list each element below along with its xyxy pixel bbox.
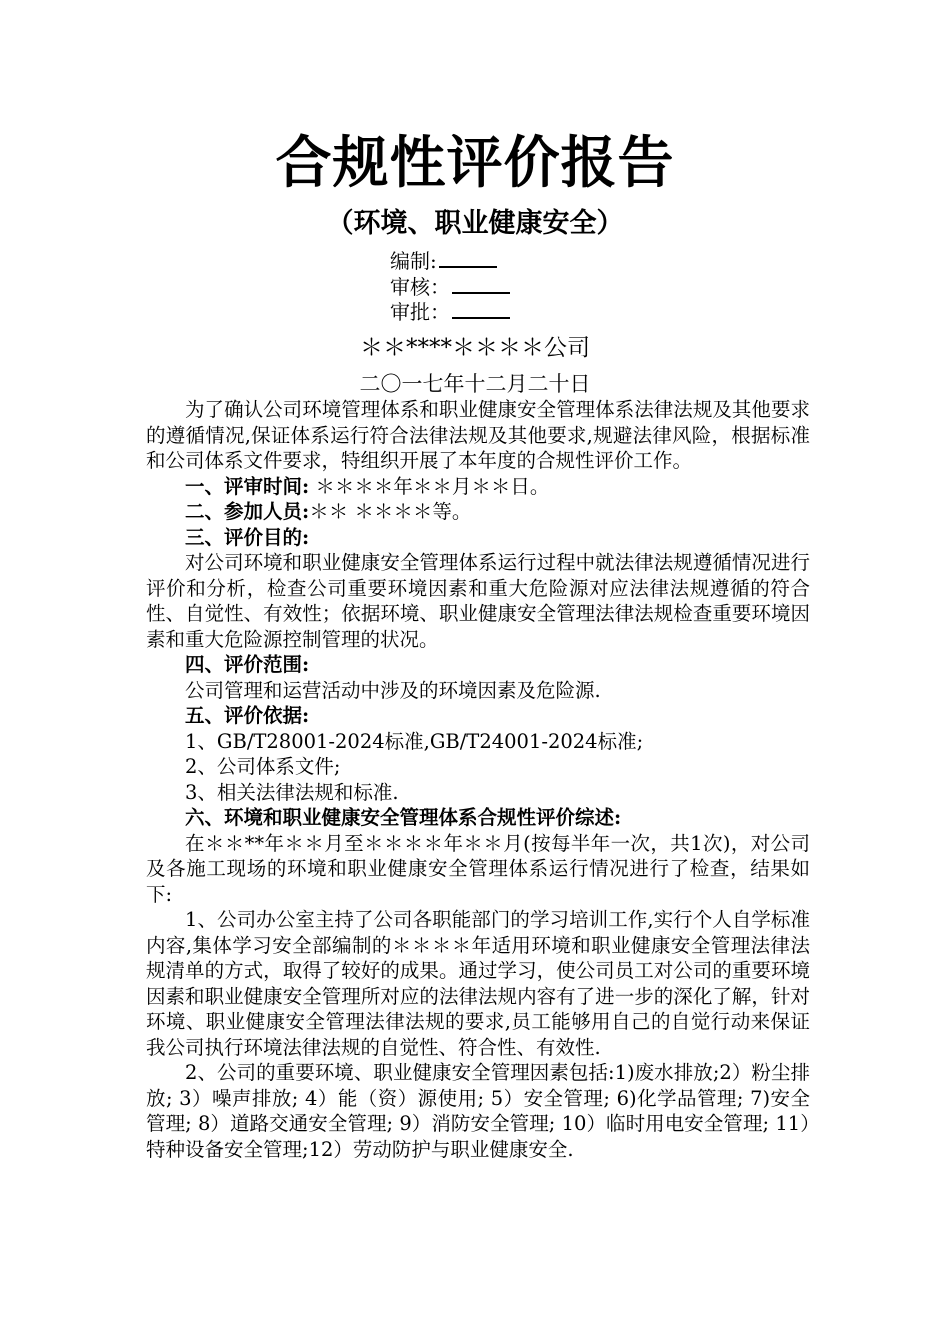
section-1-heading: 一、评审时间: (185, 474, 310, 498)
review-signature-line (390, 274, 510, 300)
section-6-paragraph-3: 2、公司的重要环境、职业健康安全管理因素包括:1)废水排放;2）粉尘排放; 3）噪声排放; 4）能（资）源使用; 5）安全管理; 6)化学品管理; 7)安全管理; 8）道路交通安全管理; 9）消防安全管理; 10）临时用电安全管理; 11）特种设备安全管理;12）劳动防护与职业健康安全. (146, 1061, 810, 1161)
document-subtitle: （环境、职业健康安全） (326, 208, 624, 239)
approve-signature-line (390, 299, 510, 325)
document-body (146, 397, 810, 1162)
approve-label: 审批： (390, 300, 450, 324)
review-label: 审核： (390, 275, 450, 299)
document-date: 二〇一七年十二月二十日 (359, 372, 591, 396)
section-2-value: ＊＊ ＊＊＊＊等。 (309, 500, 472, 523)
compile-blank (439, 248, 497, 268)
section-4-text: 公司管理和运营活动中涉及的环境因素及危险源. (185, 678, 601, 702)
review-blank (452, 274, 510, 294)
section-3-heading: 三、评价目的: (185, 525, 310, 549)
section-3-text: 对公司环境和职业健康安全管理体系运行过程中就法律法规遵循情况进行评价和分析，检查公司重要环境因素和重大危险源对应法律法规遵循的符合性、自觉性、有效性；依据环境、职业健康安全管理法律法规检查重要环境因素和重大危险源控制管理的状况。 (146, 551, 810, 651)
section-6-heading: 六、环境和职业健康安全管理体系合规性评价综述: (185, 806, 622, 829)
section-4-heading: 四、评价范围: (185, 653, 310, 676)
section-5-item: 1、GB/T28001-2024标准,GB/T24001-2024标准; (185, 729, 644, 753)
document-title: 合规性评价报告 (275, 130, 675, 196)
compile-label: 编制: (390, 249, 437, 273)
compile-signature-line (390, 248, 497, 274)
section-6-paragraph-2: 1、公司办公室主持了公司各职能部门的学习培训工作,实行个人自学标准内容,集体学习安全部编制的＊＊＊＊年适用环境和职业健康安全管理法律法规清单的方式，取得了较好的成果。通过学习，使公司员工对公司的重要环境因素和职业健康安全管理所对应的法律法规内容有了进一步的深化了解，针对环境、职业健康安全管理法律法规的要求,员工能够用自己的自觉行动来保证我公司执行环境法律法规的自觉性、符合性、有效性. (146, 908, 810, 1059)
section-1 (146, 474, 810, 500)
section-6-paragraph-1: 在＊＊**年＊＊月至＊＊＊＊年＊＊月(按每半年一次，共1次)，对公司及各施工现场的环境和职业健康安全管理体系运行情况进行了检查，结果如下: (146, 831, 810, 906)
section-5-item: 2、公司体系文件; (185, 755, 341, 778)
section-1-value: ＊＊＊＊年＊＊月＊＊日。 (309, 474, 550, 498)
company-name: ＊＊****＊＊＊＊公司 (360, 335, 590, 361)
section-5-heading: 五、评价依据: (185, 704, 310, 727)
section-2 (146, 499, 810, 525)
section-2-heading: 二、参加人员: (185, 500, 310, 523)
intro-paragraph: 为了确认公司环境管理体系和职业健康安全管理体系法律法规及其他要求的遵循情况,保证体系运行符合法律法规及其他要求,规避法律风险，根据标准和公司体系文件要求，特组织开展了本年度的合规性评价工作。 (146, 398, 810, 472)
approve-blank (452, 299, 510, 319)
section-5-item: 3、相关法律法规和标准. (185, 780, 399, 804)
